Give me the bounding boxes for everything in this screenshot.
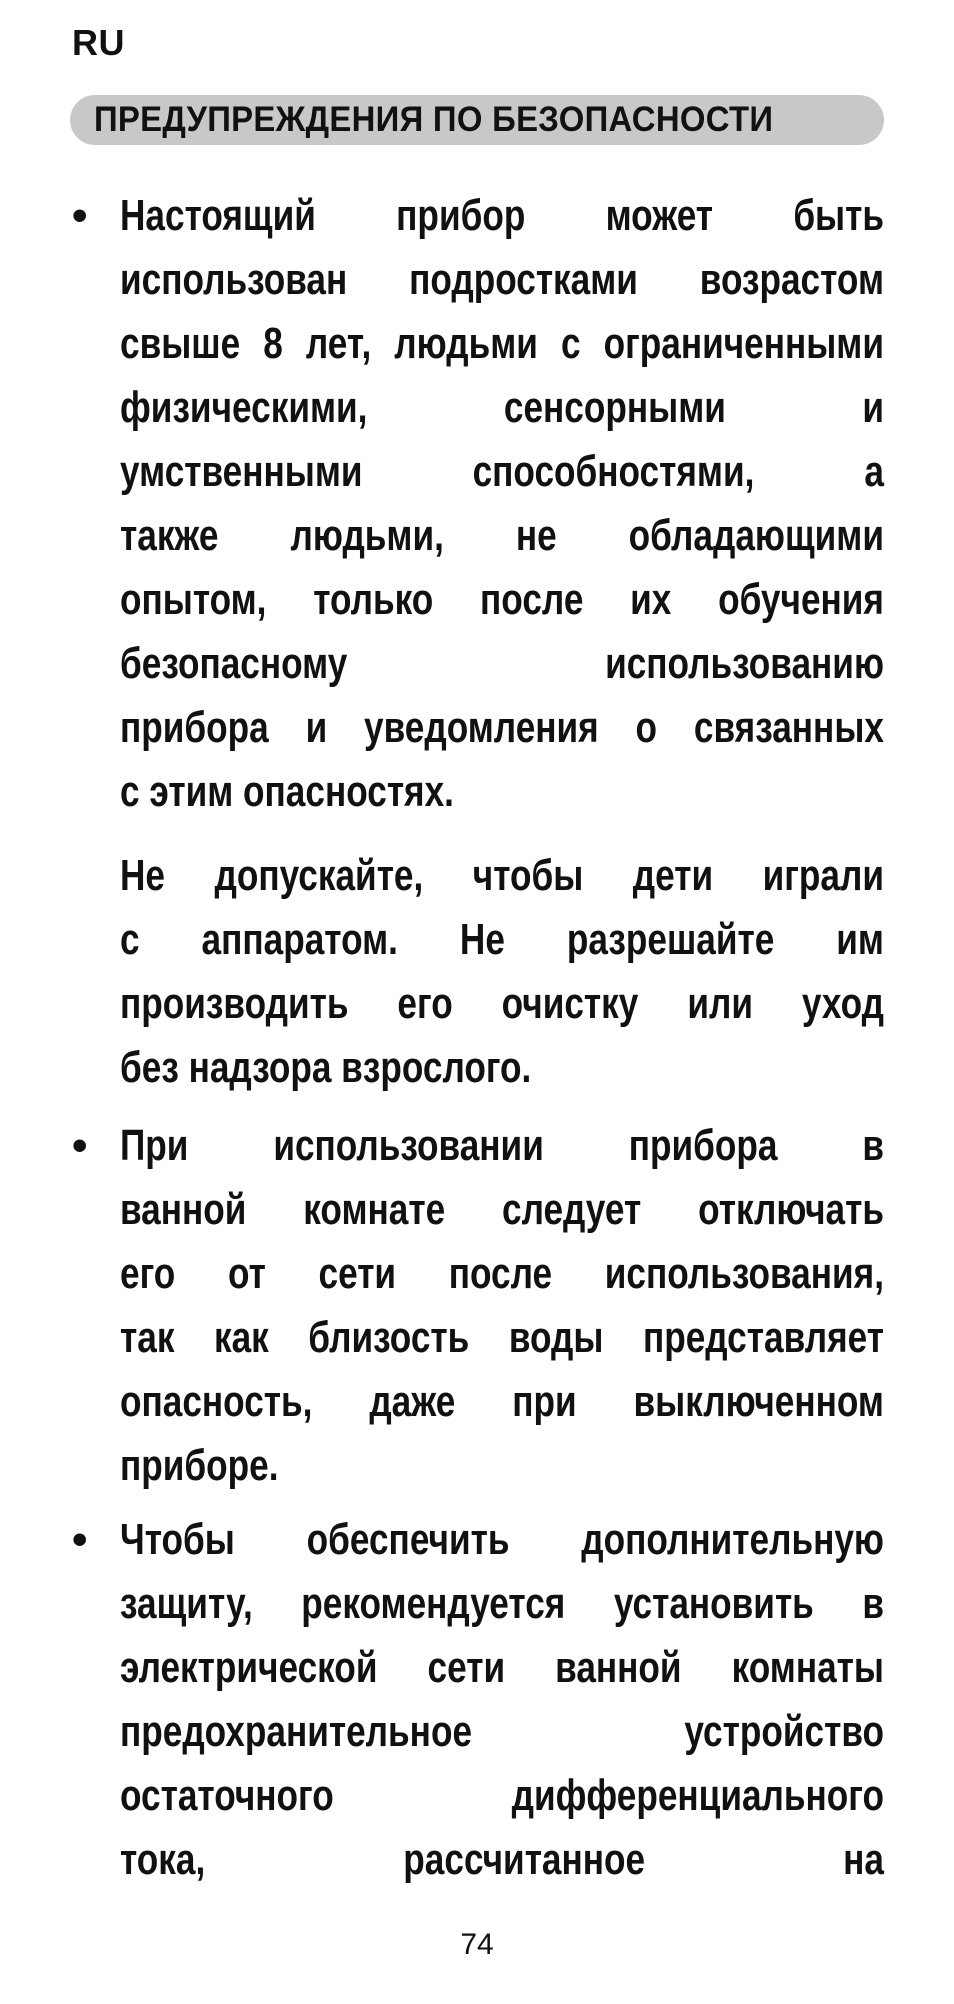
word: с [560,319,581,368]
word: обладающими [628,511,884,560]
word: комнате [303,1185,446,1234]
text-line: без надзора взрослого. [120,1043,532,1092]
word: прибора [120,703,269,752]
text-line [120,1636,884,1700]
word: может [605,191,714,240]
section-header-bar [70,95,884,145]
text-line [120,568,884,632]
word: представляет [642,1313,884,1362]
text-line [120,1700,884,1764]
word: с [120,915,140,964]
text-line [120,1828,884,1892]
text-line [120,184,884,248]
word: предохранительное [120,1707,473,1756]
word: играли [762,851,884,900]
text-line [120,1508,884,1572]
word: использованию [605,639,884,688]
word: рассчитанное [403,1835,646,1884]
text-line [120,908,884,972]
word: тока, [120,1835,206,1884]
word: электрической [120,1643,378,1692]
word: физическими, [120,383,368,432]
word: комнаты [731,1643,884,1692]
word: отключать [698,1185,884,1234]
word: также [120,511,219,560]
word: в [862,1121,884,1170]
word: прибора [628,1121,778,1170]
word: производить [120,979,349,1028]
text-line [120,504,884,568]
word: использования, [604,1249,884,1298]
word: их [630,575,672,624]
word: допускайте, [214,851,424,900]
word: лет, [305,319,372,368]
word: ограниченными [603,319,884,368]
text-line [120,1242,884,1306]
word: обеспечить [306,1515,510,1564]
word: как [213,1313,269,1362]
text-line [120,1572,884,1636]
text-line: приборе. [120,1441,279,1490]
word: связанных [693,703,884,752]
word: аппаратом. [201,915,398,964]
text-line [120,632,884,696]
word: дети [632,851,714,900]
word: дополнительную [581,1515,884,1564]
word: ванной [120,1185,247,1234]
word: даже [369,1377,456,1426]
word: в [862,1579,884,1628]
word: обучения [718,575,884,624]
word: 8 [263,319,283,368]
word: только [313,575,434,624]
section-title: ПРЕДУПРЕЖДЕНИЯ ПО БЕЗОПАСНОСТИ [94,100,774,139]
word: Не [120,851,165,900]
word: так [120,1313,175,1362]
word: следует [501,1185,642,1234]
word: уведомления [364,703,599,752]
word: сети [427,1643,506,1692]
text-line [120,248,884,312]
word: сенсорными [503,383,726,432]
word: и [862,383,884,432]
word: устройство [684,1707,884,1756]
word: чтобы [472,851,584,900]
word: воды [508,1313,604,1362]
paragraph [120,1508,884,1892]
word: сети [318,1249,397,1298]
text-line [120,844,884,908]
word: после [480,575,584,624]
word: ванной [555,1643,682,1692]
word: уход [801,979,884,1028]
text-line [120,972,884,1036]
text-line: с этим опасностях. [120,767,454,816]
text-line [120,376,884,440]
word: о [635,703,658,752]
word: использован [120,255,348,304]
word: рекомендуется [301,1579,566,1628]
word: Не [459,915,505,964]
word: выключенном [633,1377,884,1426]
text-line [120,1764,884,1828]
word: быть [793,191,884,240]
word: возрастом [699,255,884,304]
paragraph [120,184,884,824]
word: очистку [501,979,639,1028]
word: Чтобы [120,1515,235,1564]
word: от [227,1249,266,1298]
bullet-marker: • [72,1121,88,1170]
word: близость [308,1313,470,1362]
word: людьми, [290,511,444,560]
text-line [120,696,884,760]
word: Настоящий [120,191,316,240]
word: и [305,703,328,752]
page-number: 74 [460,1928,494,1961]
word: не [515,511,557,560]
word: после [448,1249,553,1298]
word: людьми [394,319,538,368]
word: При [120,1121,189,1170]
word: разрешайте [566,915,775,964]
word: способностями, [472,447,755,496]
word: его [397,979,453,1028]
text-line [120,1114,884,1178]
word: безопасному [120,639,348,688]
word: прибор [396,191,526,240]
text-line [120,312,884,376]
word: им [836,915,884,964]
word: использовании [273,1121,544,1170]
word: остаточного [120,1771,334,1820]
word: опасность, [120,1377,313,1426]
word: дифференциального [511,1771,884,1820]
word: при [512,1377,577,1426]
word: умственными [120,447,363,496]
paragraph [120,1114,884,1498]
word: или [687,979,753,1028]
bullet-marker: • [72,191,88,240]
word: а [864,447,884,496]
text-line [120,1370,884,1434]
text-line [120,1306,884,1370]
text-line [120,1178,884,1242]
word: свыше [120,319,241,368]
word: опытом, [120,575,267,624]
word: подростками [409,255,638,304]
word: установить [613,1579,814,1628]
word: его [120,1249,176,1298]
paragraph [120,844,884,1100]
language-code: RU [72,22,125,63]
bullet-marker: • [72,1515,88,1564]
word: защиту, [120,1579,253,1628]
text-line [120,440,884,504]
word: на [843,1835,884,1884]
